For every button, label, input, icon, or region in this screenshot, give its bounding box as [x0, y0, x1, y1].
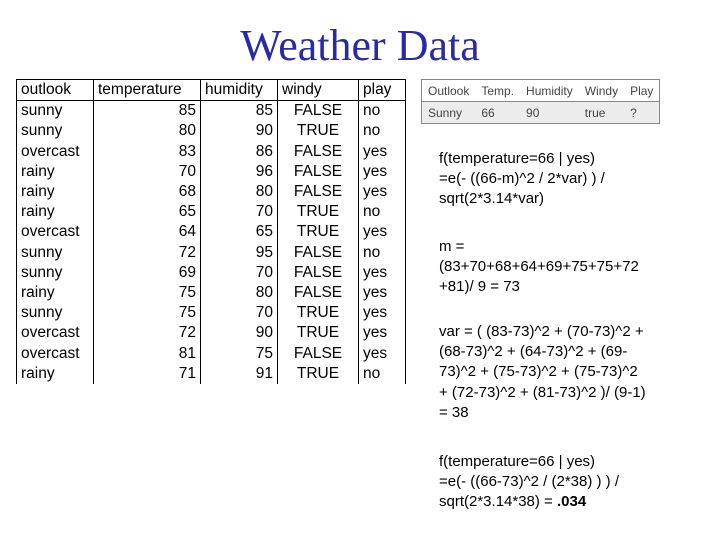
- cell-outlook: rainy: [17, 162, 94, 182]
- cell-windy: FALSE: [278, 283, 359, 303]
- cell-windy: FALSE: [278, 263, 359, 283]
- table-row: [17, 323, 406, 343]
- cell-temperature: 72: [94, 323, 201, 343]
- slide-title: Weather Data: [240, 21, 480, 70]
- cell-humidity: 91: [201, 364, 278, 384]
- column-header-temperature: temperature: [94, 80, 201, 101]
- column-header-play: play: [359, 80, 406, 101]
- cell-outlook: sunny: [17, 101, 94, 122]
- column-header-windy: windy: [278, 80, 359, 101]
- cell-outlook: overcast: [17, 343, 94, 363]
- cell-play: yes: [359, 182, 406, 202]
- formula-line: [439, 492, 709, 512]
- formula-line: +81)/ 9 = 73: [439, 278, 520, 296]
- cell-outlook: rainy: [17, 182, 94, 202]
- table-row: [17, 101, 406, 122]
- cell-temperature: 75: [94, 283, 201, 303]
- cell-play: no: [359, 121, 406, 141]
- table-row: [17, 364, 406, 384]
- cell-outlook: rainy: [17, 364, 94, 384]
- cell-windy: TRUE: [278, 202, 359, 222]
- table-row: [17, 202, 406, 222]
- table-row: [17, 222, 406, 242]
- cell-windy: FALSE: [278, 101, 359, 122]
- formula-line: + (72-73)^2 + (81-73)^2 )/ (9-1): [439, 383, 646, 401]
- cell-temperature: 64: [94, 222, 201, 242]
- formula-line: (83+70+68+64+69+75+75+72: [439, 258, 639, 276]
- cell-temperature: 80: [94, 121, 201, 141]
- cell-temperature: 70: [94, 162, 201, 182]
- cell-play: yes: [359, 222, 406, 242]
- table-row: [17, 162, 406, 182]
- cell-play: no: [359, 243, 406, 263]
- formula-line: m =: [439, 238, 465, 255]
- cell-temperature: 85: [94, 101, 201, 122]
- cell-windy: TRUE: [278, 121, 359, 141]
- formula-line: (68-73)^2 + (64-73)^2 + (69-: [439, 343, 628, 361]
- formula-text: sqrt(2*3.14*38) =: [439, 493, 557, 511]
- table-row: [17, 243, 406, 263]
- cell-windy: FALSE: [278, 343, 359, 363]
- formula-line: f(temperature=66 | yes): [439, 453, 596, 470]
- cell-windy: TRUE: [278, 323, 359, 343]
- query-cell-windy: true: [579, 102, 624, 124]
- formula-line: =e(- ((66-m)^2 / 2*var) ) /: [439, 170, 605, 188]
- table-row: [17, 343, 406, 363]
- cell-outlook: overcast: [17, 323, 94, 343]
- cell-windy: TRUE: [278, 364, 359, 384]
- cell-humidity: 95: [201, 243, 278, 263]
- cell-temperature: 75: [94, 303, 201, 323]
- query-row: [422, 102, 660, 124]
- cell-outlook: rainy: [17, 283, 94, 303]
- cell-outlook: sunny: [17, 303, 94, 323]
- query-instance-table: [421, 79, 660, 124]
- cell-humidity: 65: [201, 222, 278, 242]
- cell-outlook: sunny: [17, 243, 94, 263]
- query-cell-play: ?: [624, 102, 660, 124]
- cell-humidity: 86: [201, 142, 278, 162]
- cell-humidity: 70: [201, 303, 278, 323]
- cell-temperature: 65: [94, 202, 201, 222]
- column-header-outlook: outlook: [17, 80, 94, 101]
- query-header-outlook: Outlook: [422, 80, 476, 102]
- query-cell-temp: 66: [475, 102, 520, 124]
- query-header-humidity: Humidity: [520, 80, 579, 102]
- cell-play: yes: [359, 263, 406, 283]
- cell-temperature: 68: [94, 182, 201, 202]
- formula-line: f(temperature=66 | yes): [439, 150, 596, 167]
- cell-outlook: sunny: [17, 121, 94, 141]
- query-header-play: Play: [624, 80, 660, 102]
- cell-play: yes: [359, 343, 406, 363]
- cell-windy: FALSE: [278, 182, 359, 202]
- formula-density-definition: [439, 149, 709, 210]
- cell-humidity: 75: [201, 343, 278, 363]
- formula-line: = 38: [439, 403, 469, 421]
- cell-play: no: [359, 101, 406, 122]
- column-header-humidity: humidity: [201, 80, 278, 101]
- cell-play: yes: [359, 323, 406, 343]
- formula-line: 73)^2 + (75-73)^2 + (75-73)^2: [439, 363, 638, 381]
- table-row: [17, 263, 406, 283]
- cell-windy: TRUE: [278, 303, 359, 323]
- cell-outlook: sunny: [17, 263, 94, 283]
- cell-temperature: 71: [94, 364, 201, 384]
- table-row: [17, 182, 406, 202]
- cell-temperature: 72: [94, 243, 201, 263]
- weather-data-table: [16, 79, 406, 384]
- cell-play: yes: [359, 142, 406, 162]
- cell-humidity: 96: [201, 162, 278, 182]
- cell-temperature: 83: [94, 142, 201, 162]
- table-row: [17, 303, 406, 323]
- cell-humidity: 90: [201, 121, 278, 141]
- query-header-windy: Windy: [579, 80, 624, 102]
- cell-windy: FALSE: [278, 162, 359, 182]
- query-cell-outlook: Sunny: [422, 102, 476, 124]
- cell-windy: FALSE: [278, 142, 359, 162]
- cell-windy: TRUE: [278, 222, 359, 242]
- cell-humidity: 85: [201, 101, 278, 122]
- cell-play: no: [359, 202, 406, 222]
- cell-humidity: 80: [201, 283, 278, 303]
- cell-outlook: overcast: [17, 222, 94, 242]
- cell-humidity: 70: [201, 202, 278, 222]
- cell-play: yes: [359, 283, 406, 303]
- table-row: [17, 283, 406, 303]
- cell-play: yes: [359, 162, 406, 182]
- table-row: [17, 142, 406, 162]
- table-row: [17, 121, 406, 141]
- formula-line: var = ( (83-73)^2 + (70-73)^2 +: [439, 323, 644, 340]
- formula-line: =e(- ((66-73)^2 / (2*38) ) ) /: [439, 473, 620, 491]
- formula-result-value: .034: [557, 493, 587, 511]
- weather-data-body: [17, 101, 406, 384]
- cell-windy: FALSE: [278, 243, 359, 263]
- cell-temperature: 81: [94, 343, 201, 363]
- cell-play: no: [359, 364, 406, 384]
- formula-mean: [439, 237, 709, 298]
- cell-humidity: 90: [201, 323, 278, 343]
- query-header-temp: Temp.: [475, 80, 520, 102]
- cell-play: yes: [359, 303, 406, 323]
- query-cell-humidity: 90: [520, 102, 579, 124]
- formula-variance: [439, 322, 709, 423]
- cell-temperature: 69: [94, 263, 201, 283]
- cell-outlook: overcast: [17, 142, 94, 162]
- cell-humidity: 70: [201, 263, 278, 283]
- formula-density-result: [439, 452, 709, 513]
- cell-outlook: rainy: [17, 202, 94, 222]
- formula-line: sqrt(2*3.14*var): [439, 190, 545, 208]
- cell-humidity: 80: [201, 182, 278, 202]
